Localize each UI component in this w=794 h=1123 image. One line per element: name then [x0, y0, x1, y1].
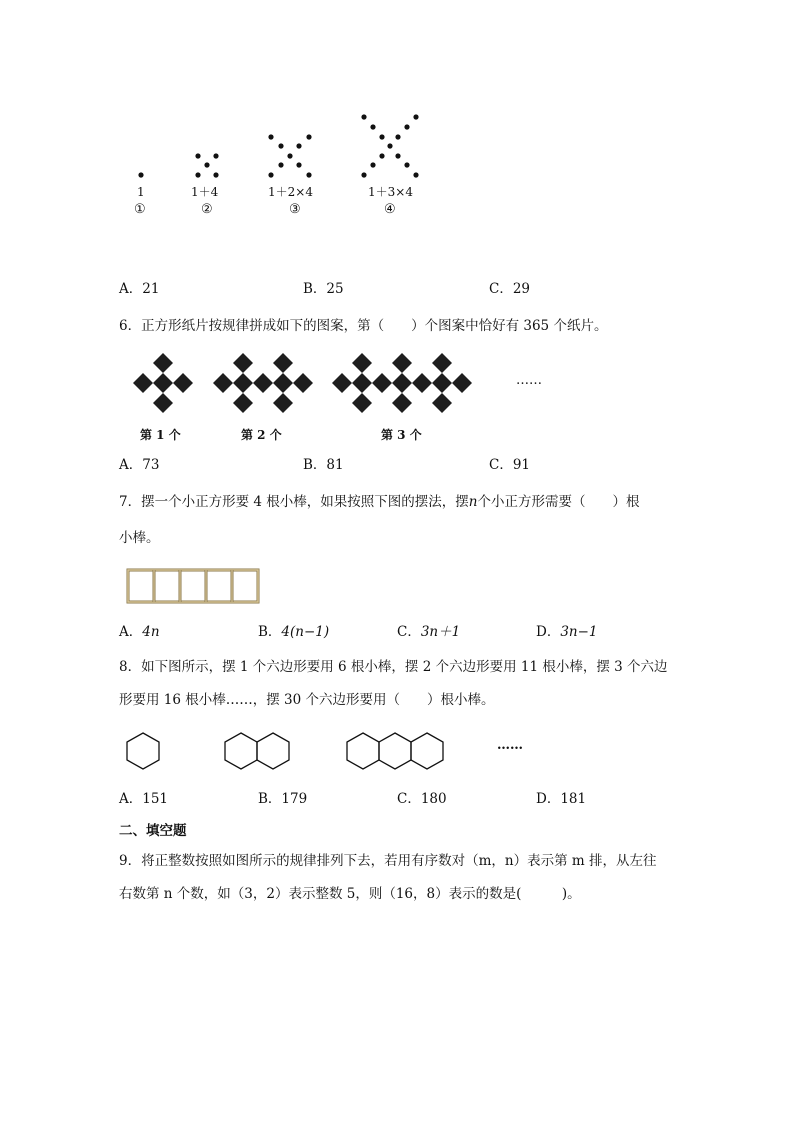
- q7-option-d-letter: D．: [536, 624, 561, 640]
- q7-option-d-expr: 3n−1: [560, 624, 598, 640]
- q7-question-line1: [119, 493, 639, 511]
- q9-question-line1: 9．将正整数按照如图所示的规律排列下去，若用有序数对（m，n）表示第 m 排，从左往: [119, 853, 657, 869]
- q6-ellipsis: ……: [516, 373, 542, 388]
- hexagon-chain-figure: [120, 728, 450, 774]
- q6-figure-label-3: 第 3 个: [381, 428, 422, 442]
- q7-option-c-letter: C．: [397, 624, 421, 640]
- q5-option-c[interactable]: C．29: [489, 281, 531, 297]
- matchstick-squares-figure: [126, 568, 262, 606]
- q8-option-a[interactable]: A．151: [119, 791, 169, 807]
- section-title-fill-in: 二、填空题: [119, 823, 187, 839]
- q6-option-a[interactable]: A．73: [119, 457, 160, 473]
- q7-option-a[interactable]: [119, 623, 160, 641]
- q7-option-d[interactable]: [536, 623, 598, 641]
- q6-option-c[interactable]: C．91: [489, 457, 531, 473]
- q5-option-a[interactable]: A．21: [119, 281, 160, 297]
- q8-option-d[interactable]: D．181: [536, 791, 587, 807]
- dot-index-1: ①: [134, 202, 146, 217]
- dot-label-4: 1＋3×4: [368, 185, 413, 199]
- q7-option-b[interactable]: [258, 623, 329, 641]
- q7-variable-n: n: [468, 494, 478, 510]
- q8-option-b[interactable]: B．179: [258, 791, 308, 807]
- q8-option-c[interactable]: C．180: [397, 791, 447, 807]
- dot-label-3: 1＋2×4: [268, 185, 313, 199]
- dot-label-1: 1: [137, 185, 145, 199]
- q6-figure-label-2: 第 2 个: [241, 428, 282, 442]
- q8-ellipsis: ……: [497, 738, 523, 753]
- q5-option-b[interactable]: B．25: [303, 281, 344, 297]
- q9-question-line2: 右数第 n 个数，如（3，2）表示整数 5，则（16，8）表示的数是( )。: [119, 886, 581, 902]
- q6-figure-label-1: 第 1 个: [140, 428, 181, 442]
- dot-index-3: ③: [289, 202, 301, 217]
- diamond-pattern-figure: [125, 350, 485, 422]
- q7-option-a-expr: 4n: [142, 624, 160, 640]
- q8-question-line1: 8．如下图所示，摆 1 个六边形要用 6 根小棒，摆 2 个六边形要用 11 根小棒，摆 3 个六边: [119, 659, 668, 675]
- q6-question: 6．正方形纸片按规律拼成如下的图案，第（ ）个图案中恰好有 365 个纸片。: [119, 318, 608, 334]
- q8-question-line2: 形要用 16 根小棒……，摆 30 个六边形要用（ ）根小棒。: [119, 692, 495, 708]
- q7-option-b-expr: 4(n−1): [281, 624, 330, 640]
- q7-option-a-letter: A．: [119, 624, 143, 640]
- q7-text-b: 个小正方形需要（ ）根: [477, 494, 640, 510]
- q7-text-a: 7．摆一个小正方形要 4 根小棒，如果按照下图的摆法，摆: [119, 494, 469, 510]
- q7-option-c-expr: 3n＋1: [420, 624, 461, 640]
- dot-index-4: ④: [384, 202, 396, 217]
- q7-option-b-letter: B．: [258, 624, 282, 640]
- dot-pattern-figure: [120, 105, 450, 225]
- dot-label-2: 1＋4: [191, 185, 219, 199]
- dot-index-2: ②: [201, 202, 213, 217]
- q6-option-b[interactable]: B．81: [303, 457, 344, 473]
- q7-question-line2: 小棒。: [119, 530, 160, 546]
- q7-option-c[interactable]: [397, 623, 460, 641]
